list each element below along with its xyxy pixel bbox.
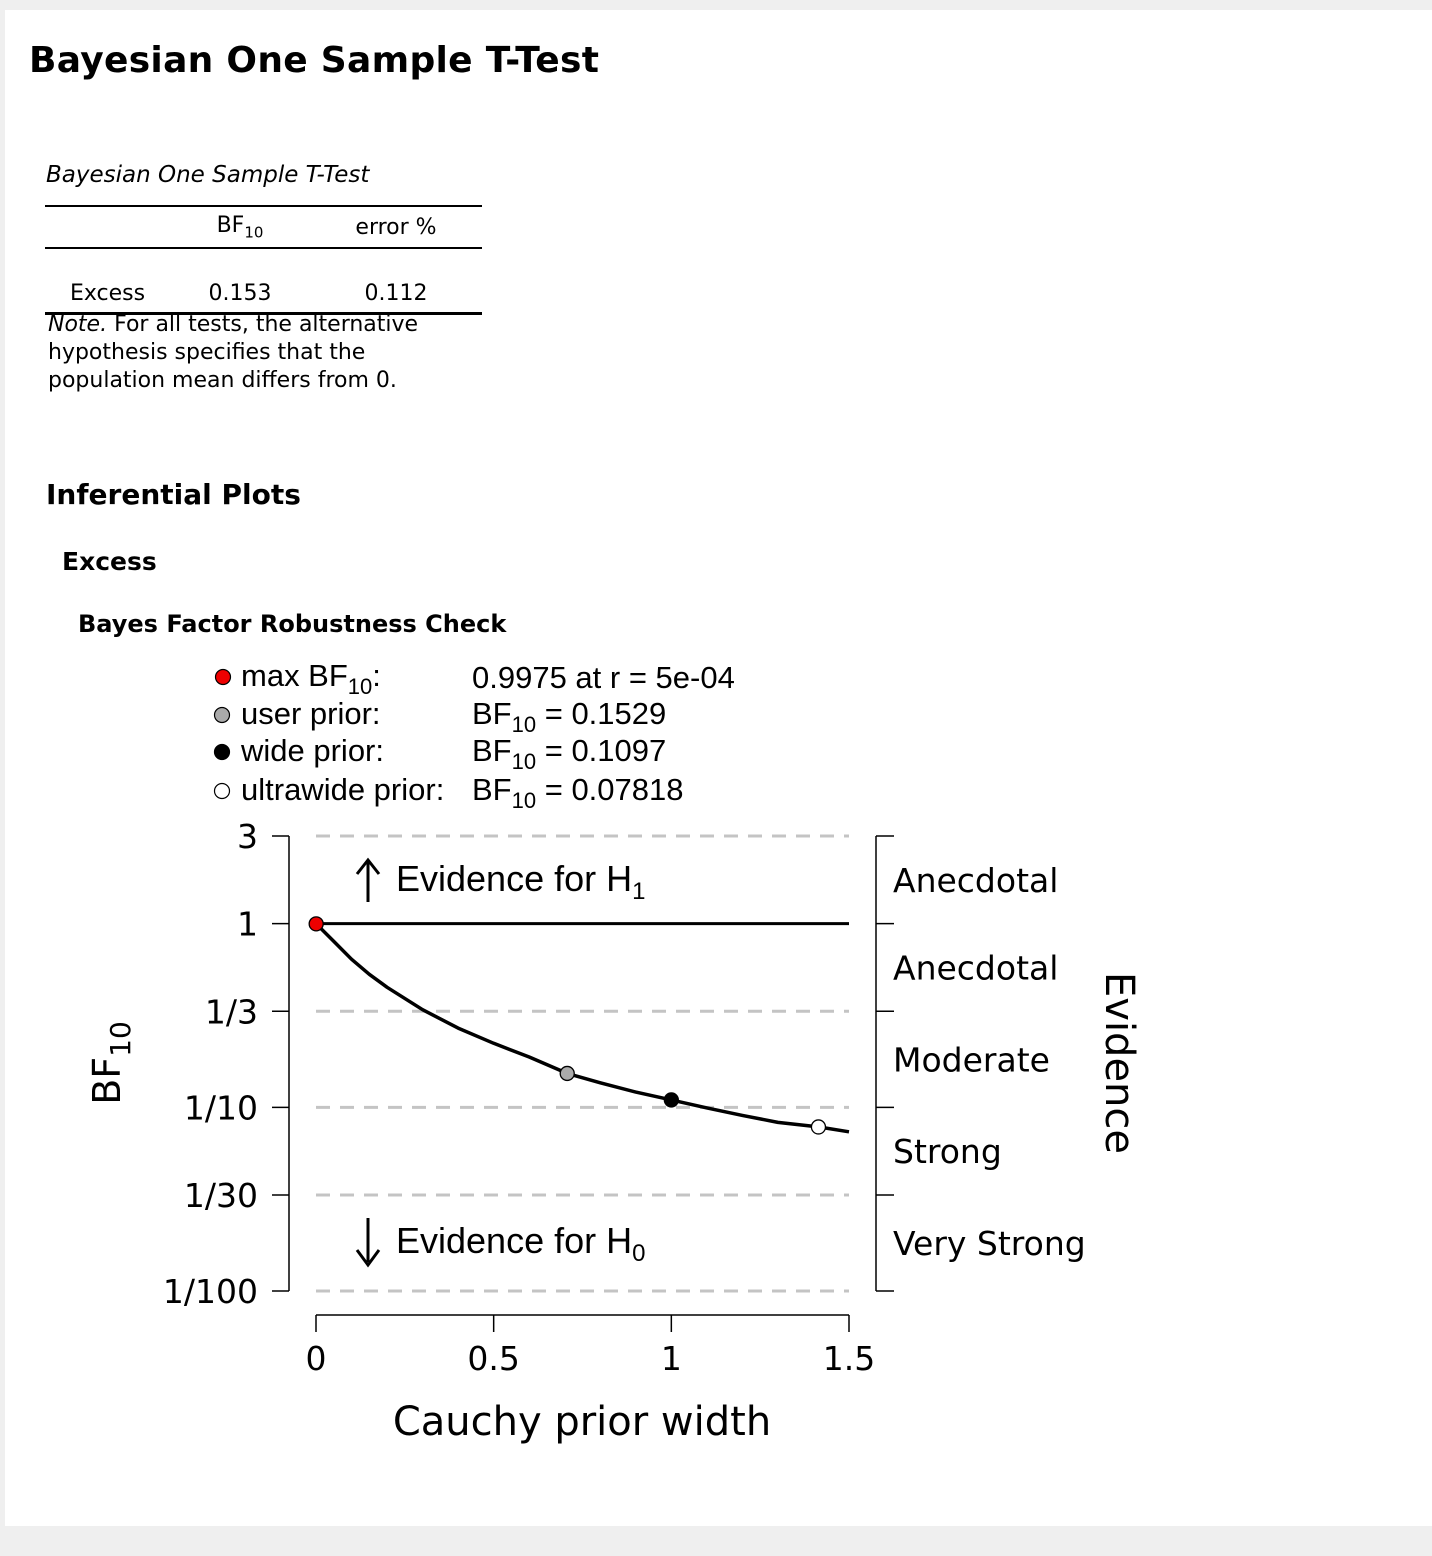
table-caption: Bayesian One Sample T-Test <box>46 162 370 188</box>
legend-label-max: $\max BF_{10}$: <box>241 658 381 699</box>
x-tick-label: 0 <box>305 1339 327 1378</box>
legend-label-user: user prior: <box>241 696 381 731</box>
legend-marker-max <box>216 670 231 685</box>
variable-title: Excess <box>62 547 157 576</box>
note-label: Note. <box>48 312 108 337</box>
point-user <box>560 1066 574 1080</box>
point-ultrawide <box>811 1120 825 1134</box>
legend-value-max: 0.9975 at r = 5e-04 <box>472 660 735 695</box>
legend-value-wide: $BF_{10} = 0.1097$ <box>472 733 667 774</box>
evidence-label: Moderate <box>893 1040 1050 1080</box>
y-tick-label: 1/10 <box>183 1088 258 1128</box>
evidence-label: Anecdotal <box>893 948 1059 988</box>
evidence-label: Anecdotal <box>893 860 1059 900</box>
chart-legend <box>215 658 735 813</box>
header-bf-sub: 10 <box>244 223 264 242</box>
x-axis-title: Cauchy prior width <box>392 1399 772 1445</box>
evidence-h1-annotation <box>357 858 645 905</box>
legend-value-ultrawide: $BF_{10} = 0.07818$ <box>472 772 684 813</box>
legend-marker-ultrawide <box>215 784 230 799</box>
x-tick-label: 0.5 <box>467 1339 520 1378</box>
legend-marker-wide <box>215 745 230 760</box>
row-bf10: 0.153 <box>170 248 310 314</box>
header-error: error % <box>310 206 482 248</box>
row-label: Excess <box>45 248 170 314</box>
legend-value-user: $BF_{10} = 0.1529$ <box>472 696 667 737</box>
data-series <box>309 917 849 1134</box>
note-text: For all tests, the alternative hypothesis specifies that the population mean differs from 0. <box>48 312 419 393</box>
section-title: Inferential Plots <box>46 478 301 511</box>
y-tick-label: 1/100 <box>162 1272 258 1311</box>
bf-robustness-curve <box>316 924 849 1132</box>
x-tick-label: 1 <box>660 1339 682 1378</box>
evidence-h0-annotation <box>357 1218 645 1267</box>
evidence-label: Strong <box>893 1132 1002 1172</box>
plot-title: Bayes Factor Robustness Check <box>78 610 507 638</box>
legend-marker-user <box>215 708 230 723</box>
legend-label-ultrawide: ultrawide prior: <box>241 772 445 807</box>
y-tick-label: 3 <box>237 817 258 856</box>
point-wide <box>664 1093 678 1107</box>
header-bf: BF <box>216 212 245 238</box>
axes <box>163 817 875 1378</box>
y-tick-label: 1/30 <box>183 1176 258 1216</box>
point-max <box>309 917 323 931</box>
evidence-h1-label: Evidence for $H_1$ <box>396 858 646 905</box>
page-title: Bayesian One Sample T-Test <box>29 40 600 81</box>
legend-label-wide: wide prior: <box>241 733 384 768</box>
evidence-axis-title: Evidence <box>1096 971 1142 1155</box>
y-axis-title: $BF_{10}$ <box>85 1021 137 1105</box>
evidence-axis <box>876 836 1086 1291</box>
evidence-label: Very Strong <box>893 1224 1086 1264</box>
y-tick-label: 1/3 <box>204 992 258 1032</box>
evidence-h0-label: Evidence for $H_0$ <box>396 1220 646 1267</box>
x-tick-label: 1.5 <box>822 1339 876 1378</box>
y-tick-label: 1 <box>237 904 258 944</box>
row-error: 0.112 <box>310 248 482 314</box>
